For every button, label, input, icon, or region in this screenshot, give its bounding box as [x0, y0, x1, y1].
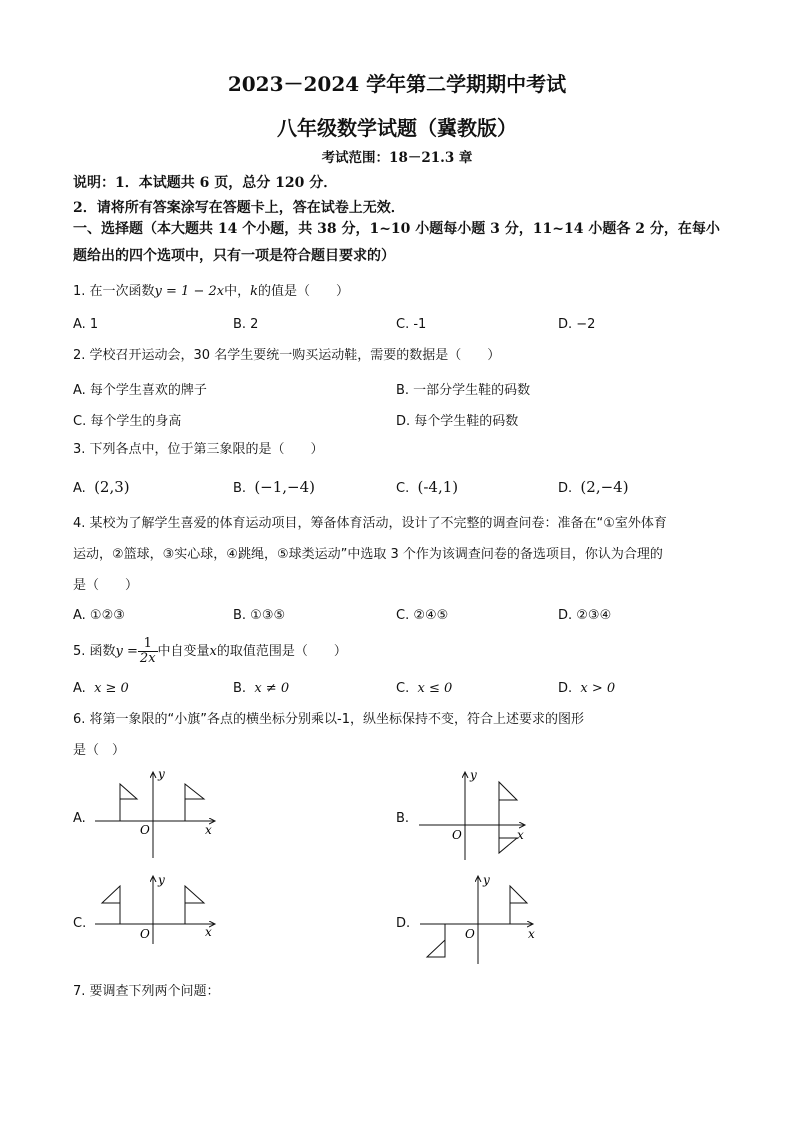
q5-option-c: C. x ≤ 0: [396, 681, 453, 696]
axis-y-label: y: [158, 768, 165, 781]
q2-option-a: A. 每个学生喜欢的牌子: [73, 383, 207, 398]
axis-y-label: y: [470, 768, 477, 782]
q3-option-a: A. (2,3): [73, 478, 130, 496]
q1-option-d: D. −2: [558, 317, 596, 332]
q6-option-a-label: A.: [73, 811, 86, 826]
question-4-line-2: 运动，②篮球，③实心球，④跳绳，⑤球类运动”中选取 3 个作为该调查问卷的备选项目，你认为合理的: [73, 547, 663, 562]
flag: [510, 886, 527, 903]
q5-option-d: D. x > 0: [558, 681, 616, 696]
note-line-2: 2．请将所有答案涂写在答题卡上，答在试卷上无效．: [73, 200, 405, 216]
q5-option-b: B. x ≠ 0: [233, 681, 290, 696]
origin-label: O: [140, 823, 150, 837]
exam-scope: 考试范围：18－21.3 章: [321, 150, 473, 166]
q2-option-b: B. 一部分学生鞋的码数: [396, 383, 531, 398]
q2-option-d: D. 每个学生鞋的码数: [396, 414, 519, 429]
q3-option-d: D. (2,−4): [558, 478, 629, 496]
flag: [102, 886, 120, 903]
flag: [185, 784, 204, 799]
q3-option-b: B. (−1,−4): [233, 478, 316, 496]
q1-option-b: B. 2: [233, 317, 259, 332]
section-heading: 一、选择题（本大题共 14 个小题，共 38 分，1~10 小题每小题 3 分，11~14 小题各 2 分，在每小题给出的四个选项中，只有一项是符合题目要求的）: [73, 221, 720, 264]
flag: [185, 886, 204, 903]
q6-option-b-label: B.: [396, 811, 410, 826]
q1-option-c: C. -1: [396, 317, 427, 332]
question-2-stem: 2. 学校召开运动会，30 名学生要统一购买运动鞋，需要的数据是（ ）: [73, 348, 501, 363]
axis-y-label: y: [158, 873, 165, 887]
q4-option-d: D. ②③④: [558, 608, 612, 623]
question-5-stem: 5. 函数y = $\frac{1}{2x}$ 中自变量x的取值范围是（ ）: [73, 636, 347, 666]
axis-x-label: x: [528, 927, 535, 941]
q2-option-c: C. 每个学生的身高: [73, 414, 182, 429]
axis-x-label: x: [205, 925, 212, 939]
flag: [120, 784, 137, 799]
q1-option-a: A. 1: [73, 317, 99, 332]
axis-x-label: x: [517, 828, 524, 842]
q4-option-b: B. ①③⑤: [233, 608, 286, 623]
axis-x-label: x: [205, 823, 212, 837]
q4-option-a: A. ①②③: [73, 608, 125, 623]
question-7-stem: 7. 要调查下列两个问题：: [73, 984, 220, 999]
exam-title: 2023－2024 学年第二学期期中考试: [227, 72, 567, 96]
note-line-1: 说明：1．本试题共 6 页，总分 120 分．: [73, 175, 338, 191]
exam-subtitle: 八年级数学试题（冀教版）: [277, 116, 517, 140]
origin-label: O: [465, 927, 475, 941]
question-4-line-1: 4. 某校为了解学生喜爱的体育运动项目，筹备体育活动，设计了不完整的调查问卷：准备在“①室外体育: [73, 516, 667, 531]
q6-option-d-label: D.: [396, 916, 411, 931]
q6-graph-b: [415, 768, 535, 863]
q5-option-a: A. x ≥ 0: [73, 681, 129, 696]
q1-formula: y = 1 − 2x: [154, 284, 225, 299]
question-4-line-3: 是（ ）: [73, 578, 139, 593]
question-6-line-1: 6. 将第一象限的“小旗”各点的横坐标分别乘以-1，纵坐标保持不变，符合上述要求的图形: [73, 712, 584, 727]
question-3-stem: 3. 下列各点中，位于第三象限的是（ ）: [73, 442, 324, 457]
axis-y-label: y: [483, 873, 490, 887]
flag: [499, 782, 517, 800]
question-1-stem: 1. 在一次函数y = 1 − 2x中，k的值是（ ）: [73, 284, 350, 299]
question-6-line-2: 是（ ）: [73, 743, 126, 758]
flag: [499, 838, 517, 853]
q5-fraction: $\frac{1}{2x}$: [139, 636, 156, 666]
q3-option-c: C. (-4,1): [396, 478, 459, 496]
q6-option-c-label: C.: [73, 916, 87, 931]
q6-graph-c: [90, 872, 225, 947]
q4-option-c: C. ②④⑤: [396, 608, 449, 623]
q6-graph-d: [415, 872, 540, 967]
q6-graph-a: [90, 768, 225, 863]
flag: [427, 940, 445, 957]
origin-label: O: [140, 927, 150, 941]
origin-label: O: [452, 828, 462, 842]
